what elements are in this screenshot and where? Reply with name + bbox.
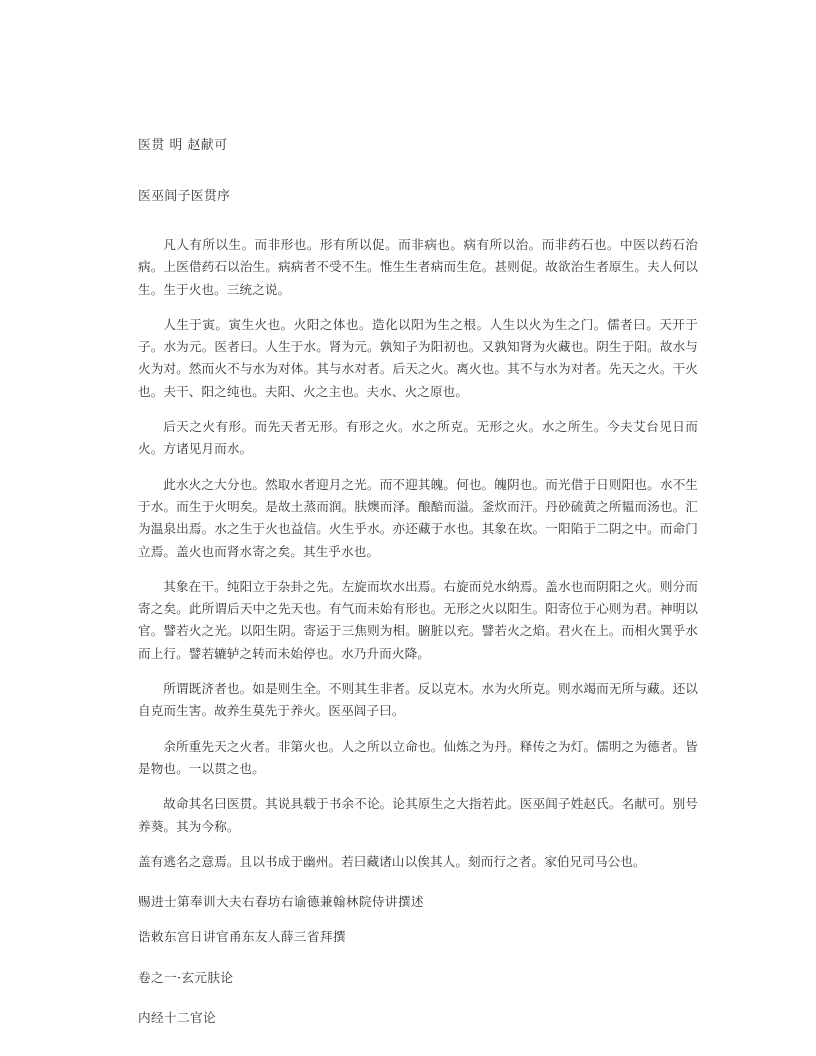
- body-paragraph-1: 凡人有所以生。而非形也。形有所以促。而非病也。病有所以治。而非药石也。中医以药石治病。上医借药石以治生。病病者不受不生。惟生生者病而生危。甚则促。故欲治生者原生。夫人何以生。生于火也。三统之说。: [138, 237, 698, 297]
- preface-title: 医巫闾子医贯序: [138, 189, 231, 204]
- body-paragraph-8: 故命其名曰医贯。其说具载于书余不论。论其原生之大指若此。医巫闾子姓赵氏。名献可。别号养葵。其为今称。: [138, 796, 698, 834]
- document-body: [138, 135, 698, 1029]
- body-paragraph-7: 余所重先天之火者。非第火也。人之所以立命也。仙炼之为丹。释传之为灯。儒明之为德者。皆是物也。一以贯之也。: [138, 738, 698, 776]
- chapter-heading: 卷之一·玄元肤论: [138, 969, 234, 985]
- body-paragraph-5: 其象在干。纯阳立于杂卦之先。左旋而坎水出焉。右旋而兑水纳焉。盖水也而阴阳之火。则分而寄之矣。此所谓后天中之先天也。有气而未始有形也。无形之火以阳生。阳寄位于心则为君。神明以官。譬若火之光。以阳生阴。寄运于三焦则为相。腑脏以充。譬若火之焰。君火在上。而相火巽乎水而上行。譬若辘轳之转而未始停也。水乃升而火降。: [138, 578, 698, 661]
- body-paragraph-4: 此水火之大分也。然取水者迎月之光。而不迎其魄。何也。魄阴也。而光借于日则阳也。水不生于水。而生于火明矣。是故土蒸而润。肤燠而泽。酿醅而溢。釜炊而汗。丹砂硫黄之所韫而汤也。汇为温泉出焉。水之生于火也益信。火生乎水。亦还藏于水也。其象在坎。一阳陷于二阴之中。而命门立焉。盖火也而肾水寄之矣。其生乎水也。: [138, 476, 698, 559]
- signature-line-2: 诰敕东宫日讲官甬东友人薛三省拜撰: [138, 929, 346, 945]
- body-paragraph-2: 人生于寅。寅生火也。火阳之体也。造化以阳为生之根。人生以火为生之门。儒者曰。天开于子。水为元。医者曰。人生于水。肾为元。孰知子为阳初也。又孰知肾为火藏也。阴生于阳。故水与火为对。然而火不与水为对体。其与水对者。后天之火。离火也。其不与水为对者。先天之火。干火也。夫干、阳之纯也。夫阳、火之主也。夫水、火之原也。: [138, 316, 698, 399]
- body-paragraph-6: 所谓既济者也。如是则生全。不则其生非者。反以克木。水为火所克。则水竭而无所与藏。还以自克而生害。故养生莫先于养火。医巫闾子曰。: [138, 681, 698, 719]
- document-title: 医贯 明 赵献可: [138, 138, 228, 153]
- body-paragraph-3: 后天之火有形。而先天者无形。有形之火。水之所克。无形之火。水之所生。今夫艾台见日而火。方诸见月而水。: [138, 419, 698, 457]
- signature-line-1: 赐进士第奉训大夫右春坊右谕德兼翰林院侍讲撰述: [138, 894, 424, 910]
- section-heading: 内经十二官论: [138, 1010, 216, 1026]
- body-paragraph-9: 盖有逃名之意焉。且以书成于幽州。若曰藏诸山以俟其人。刻而行之者。家伯兄司马公也。: [138, 853, 646, 869]
